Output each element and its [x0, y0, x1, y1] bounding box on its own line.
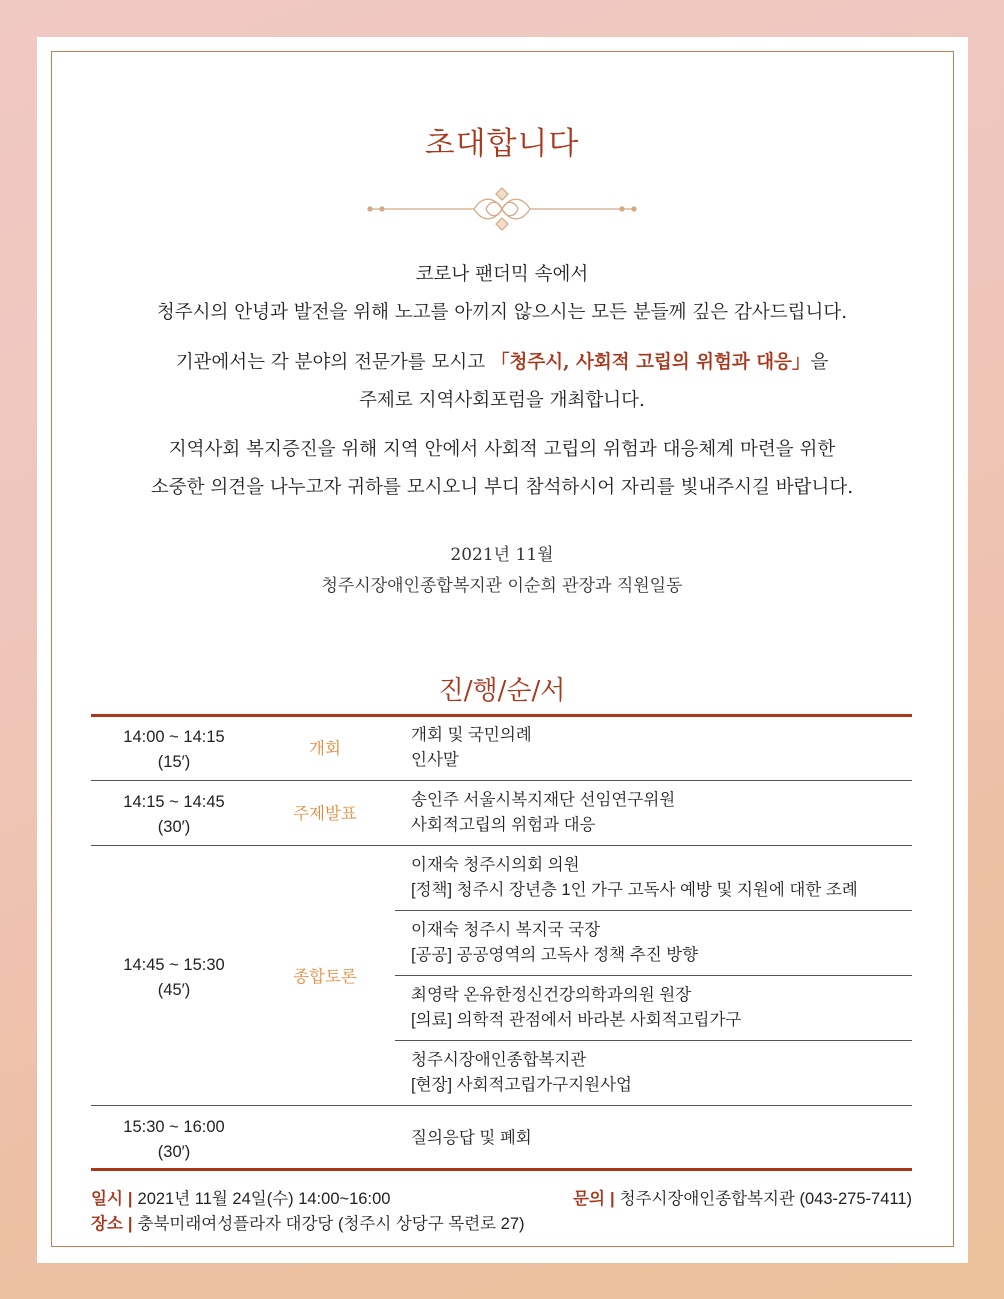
sub-row-divider — [395, 975, 912, 976]
time-cell — [89, 953, 259, 1003]
item-line: 질의응답 및 폐회 — [411, 1129, 532, 1147]
invitation-date: 2021년 11월 — [450, 545, 554, 565]
item-line: 이재숙 청주시의회 의원 — [411, 856, 580, 874]
duration: (15′) — [157, 753, 191, 771]
event-date-info — [91, 1185, 390, 1209]
contact-label: 문의 — [573, 1190, 605, 1208]
time-range: 14:15 ~ 14:45 — [123, 793, 225, 811]
contact-info — [573, 1185, 912, 1209]
location-value: 충북미래여성플라자 대강당 (청주시 상당구 목련로 27) — [137, 1215, 525, 1233]
duration: (30′) — [157, 1143, 191, 1161]
forum-topic-highlight: 「청주시, 사회적 고립의 위험과 대응」 — [491, 352, 811, 373]
row-divider — [91, 1105, 912, 1106]
program-item — [411, 918, 911, 968]
table-bottom-rule — [91, 1168, 912, 1171]
separator: | — [127, 1190, 133, 1208]
separator: | — [609, 1190, 615, 1208]
message-line: 지역사회 복지증진을 위해 지역 안에서 사회적 고립의 위험과 대응체계 마련을 위한 — [168, 439, 836, 460]
date-value: 2021년 11월 24일(수) 14:00~16:00 — [137, 1190, 391, 1208]
time-range: 14:45 ~ 15:30 — [123, 956, 225, 974]
item-line: [의료] 의학적 관점에서 바라본 사회적고립가구 — [411, 1011, 742, 1029]
duration: (30′) — [157, 818, 191, 836]
program-item — [411, 1048, 911, 1098]
program-title: 진/행/순/서 — [438, 676, 566, 706]
item-line: 청주시장애인종합복지관 — [411, 1051, 587, 1069]
item-line: 이재숙 청주시 복지국 국장 — [411, 921, 601, 939]
page-title: 초대합니다 — [424, 126, 580, 162]
message-paragraph-1 — [60, 256, 944, 332]
message-line: 청주시의 안녕과 발전을 위해 노고를 아끼지 않으시는 모든 분들께 깊은 감사드립니다. — [156, 302, 848, 323]
item-line: 개회 및 국민의례 — [411, 726, 532, 744]
time-cell — [89, 725, 259, 775]
program-item — [411, 1126, 911, 1151]
program-item — [411, 788, 911, 838]
row-divider — [91, 780, 912, 781]
message-line: 소중한 의견을 나누고자 귀하를 모시오니 부디 참석하시어 자리를 빛내주시길 바랍니다. — [150, 477, 854, 498]
sub-row-divider — [395, 1040, 912, 1041]
sub-row-divider — [395, 910, 912, 911]
program-item — [411, 723, 911, 773]
time-range: 14:00 ~ 14:15 — [123, 728, 225, 746]
duration: (45′) — [157, 981, 191, 999]
program-item — [411, 983, 911, 1033]
message-text: 기관에서는 각 분야의 전문가를 모시고 — [175, 352, 492, 373]
program-item — [411, 853, 911, 903]
date-label: 일시 — [91, 1190, 123, 1208]
separator: | — [127, 1215, 133, 1233]
item-line: 송인주 서울시복지재단 선임연구위원 — [411, 791, 676, 809]
category-label: 종합토론 — [293, 968, 357, 986]
message-paragraph-3 — [60, 431, 944, 507]
message-line: 주제로 지역사회포럼을 개최합니다. — [359, 390, 645, 411]
item-line: [현장] 사회적고립가구지원사업 — [411, 1076, 632, 1094]
message-text: 을 — [810, 352, 829, 373]
row-divider — [91, 845, 912, 846]
category-label: 주제발표 — [293, 805, 357, 823]
time-cell — [89, 790, 259, 840]
item-line: 최영락 온유한정신건강의학과의원 원장 — [411, 986, 692, 1004]
event-location-info — [91, 1210, 525, 1234]
item-line: 인사말 — [411, 751, 459, 769]
message-line: 코로나 팬더믹 속에서 — [415, 264, 589, 285]
ornament-divider-icon — [362, 182, 642, 236]
time-range: 15:30 ~ 16:00 — [123, 1118, 225, 1136]
location-label: 장소 — [91, 1215, 123, 1233]
item-line: [정책] 청주시 장년층 1인 가구 고독사 예방 및 지원에 대한 조례 — [411, 881, 858, 899]
time-cell — [89, 1115, 259, 1165]
item-line: 사회적고립의 위험과 대응 — [411, 816, 596, 834]
contact-value: 청주시장애인종합복지관 (043-275-7411) — [619, 1190, 912, 1208]
table-top-rule — [91, 714, 912, 717]
category-label: 개회 — [309, 740, 341, 758]
item-line: [공공] 공공영역의 고독사 정책 추진 방향 — [411, 946, 699, 964]
message-line — [60, 344, 944, 382]
invitation-signature: 청주시장애인종합복지관 이순희 관장과 직원일동 — [321, 576, 683, 596]
message-paragraph-2 — [60, 344, 944, 420]
